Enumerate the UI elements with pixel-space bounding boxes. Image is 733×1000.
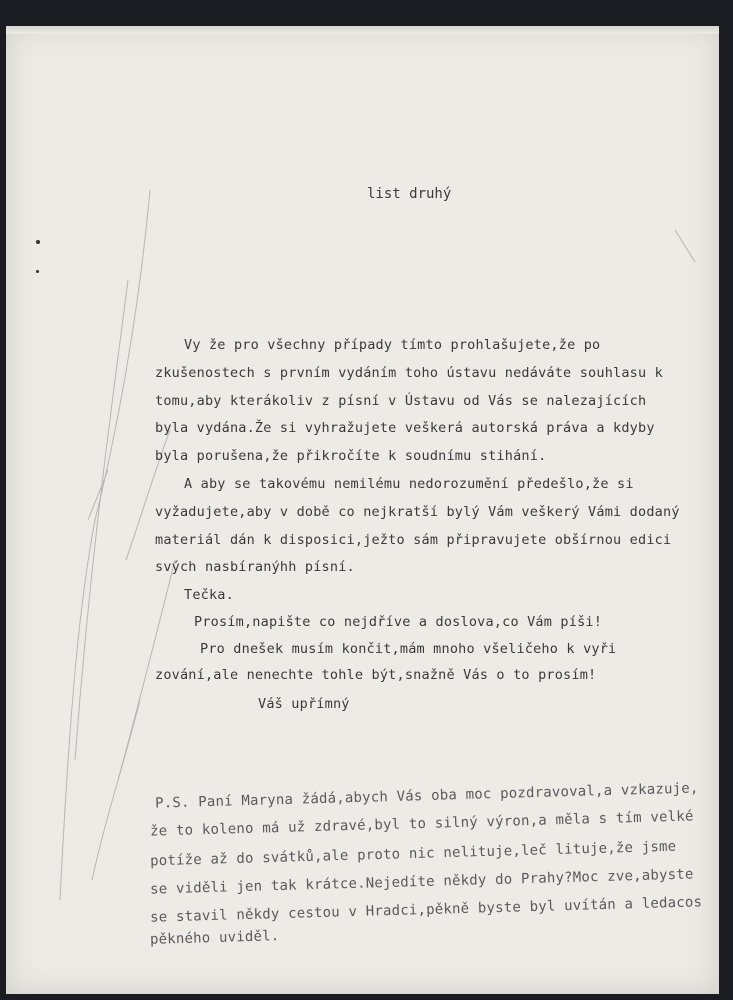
body-line: zkušenostech s prvním vydáním toho ústavu nedáváte souhlasu k <box>155 365 663 381</box>
letter-title: list druhý <box>367 186 452 202</box>
postscript-line: se stavil někdy cestou v Hradci,pěkně byste byl uvítán a ledacos <box>149 894 703 926</box>
body-line: vyžadujete,aby v době co nejkratší bylý Vám veškerý Vámi dodaný <box>155 504 680 520</box>
body-line: Prosím,napište co nejdříve a doslova,co Vám píši! <box>194 614 603 630</box>
postscript-line: se viděli jen tak krátce.Nejedíte někdy do Prahy?Moc zve,abyste <box>149 866 694 898</box>
body-line: byla porušena,že přikročíte k soudnímu stihání. <box>155 448 547 464</box>
punch-hole <box>36 240 40 244</box>
body-line: byla vydána.Že si vyhražujete veškerá autorská práva a kdyby <box>155 420 655 436</box>
postscript-line: P.S. Paní Maryna žádá,abych Vás oba moc pozdravoval,a vzkazuje, <box>154 780 699 812</box>
body-line: Vy že pro všechny případy tímto prohlašujete,že po <box>184 337 601 353</box>
body-line: svých nasbíranýhh písní. <box>155 559 355 575</box>
postscript-line: že to koleno má už zdravé,byl to silný výron,a měla s tím velké <box>149 808 694 840</box>
closing-line: Váš upřímný <box>258 696 350 712</box>
body-line: zování,ale nenechte tohle být,snažně Vás o to prosím! <box>155 667 597 683</box>
punch-hole <box>36 270 39 273</box>
body-line: tomu,aby kterákoliv z písní v Ústavu od Vás se nalezajících <box>155 393 647 409</box>
body-line: Tečka. <box>184 587 234 603</box>
sheet-edge <box>6 26 719 34</box>
postscript-line: potíže až do svátků,ale proto nic nelituje,leč lituje,že jsme <box>149 838 677 870</box>
body-line: materiál dán k disposici,ježto sám připravujete obšírnou edici <box>155 532 672 548</box>
postscript-line: pěkného uviděl. <box>149 928 280 948</box>
body-line: A aby se takovému nemilému nedorozumění předešlo,že si <box>184 476 634 492</box>
body-line: Pro dnešek musím končit,mám mnoho všeličeho k vyři <box>200 641 617 657</box>
